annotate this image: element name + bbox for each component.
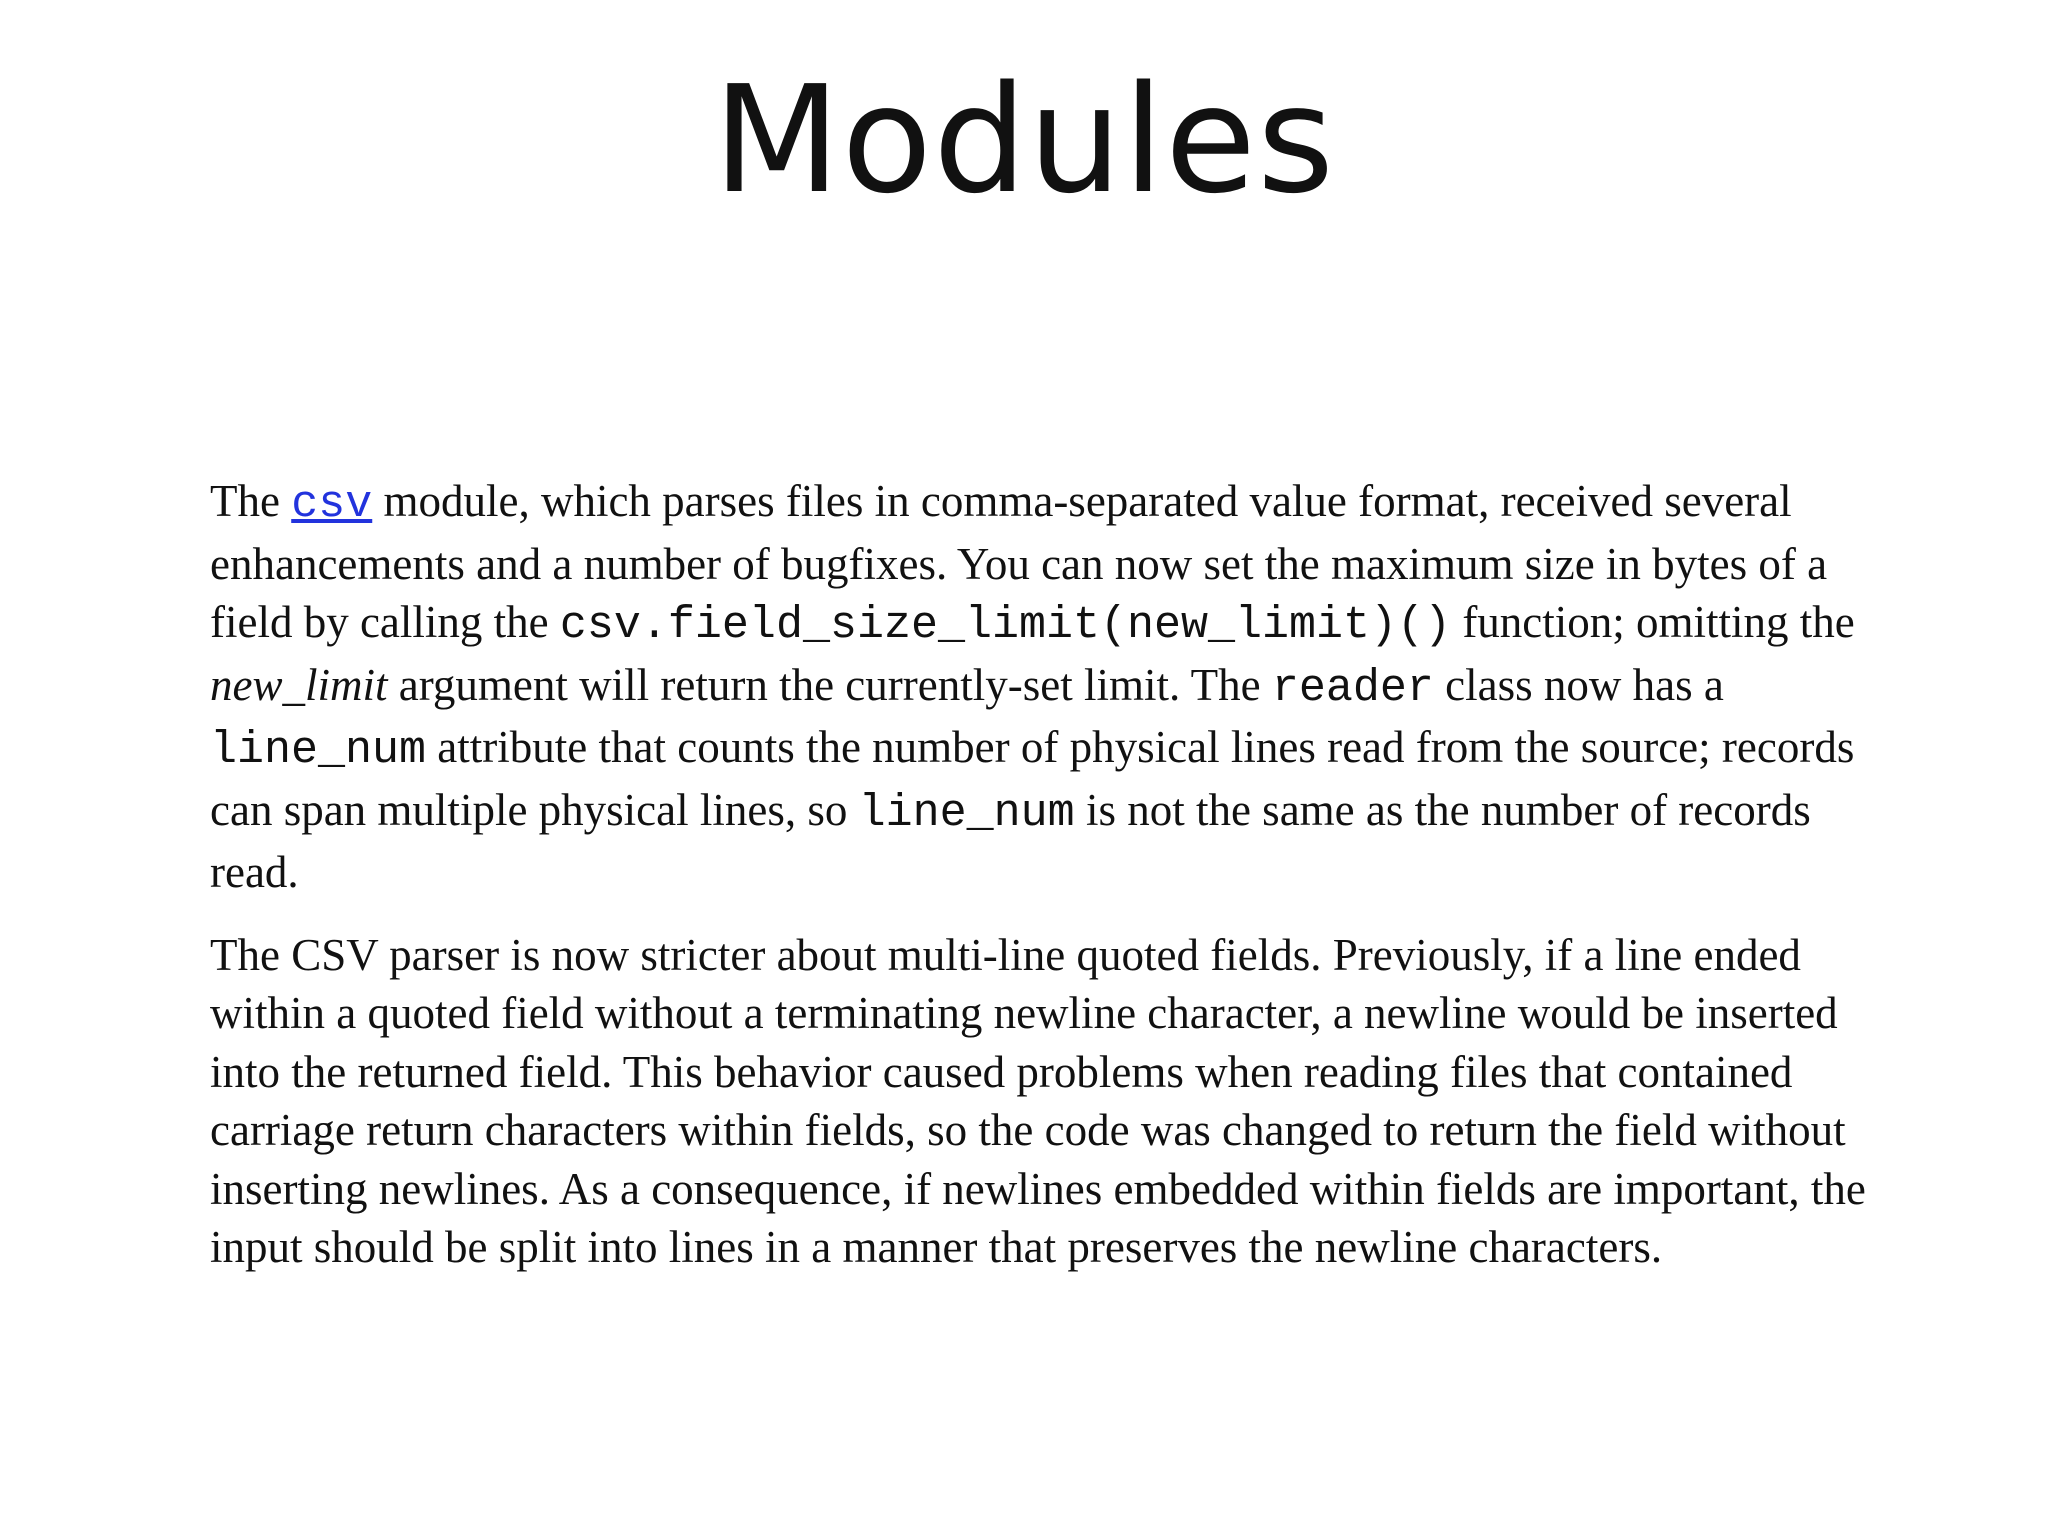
text-run: module, which parses files in comma-separated value format, received several enhancements and a number of bugfixes. You can now set the maximum size in bytes of a field by calling the: [210, 476, 1828, 647]
paragraph-csv-enhancements: [210, 472, 1890, 902]
text-run: argument will return the currently-set limit. The: [387, 659, 1272, 710]
code-line-num: line_num: [858, 787, 1075, 839]
text-run: function; omitting the: [1451, 597, 1855, 647]
paragraph-csv-parser-stricter: The CSV parser is now stricter about multi-line quoted fields. Previously, if a line ended within a quoted field without a terminating newline character, a newline would be inserted into the returned field. This behavior caused problems when reading files that contained carriage return characters within fields, so the code was changed to return the field without inserting newlines. As a consequence, if newlines embedded within fields are important, the input should be split into lines in a manner that preserves the newline characters.: [210, 929, 1866, 1272]
csv-module-link[interactable]: csv: [291, 479, 373, 530]
code-line-num: line_num: [210, 725, 427, 776]
italic-new-limit: new_limit: [210, 659, 388, 710]
slide-body: [210, 472, 1890, 1277]
text-run: The: [210, 476, 292, 526]
text-run: is not the same as the number of records read.: [210, 784, 1811, 897]
text-run: class now has a: [1433, 659, 1724, 710]
text-run: attribute that counts the number of physical lines read from the source; records can span multiple physical lines, so: [210, 722, 1855, 835]
code-reader: reader: [1271, 662, 1434, 714]
code-field-size-limit: csv.field_size_limit(new_limit)(): [559, 600, 1452, 651]
slide-title: Modules: [712, 54, 1336, 226]
